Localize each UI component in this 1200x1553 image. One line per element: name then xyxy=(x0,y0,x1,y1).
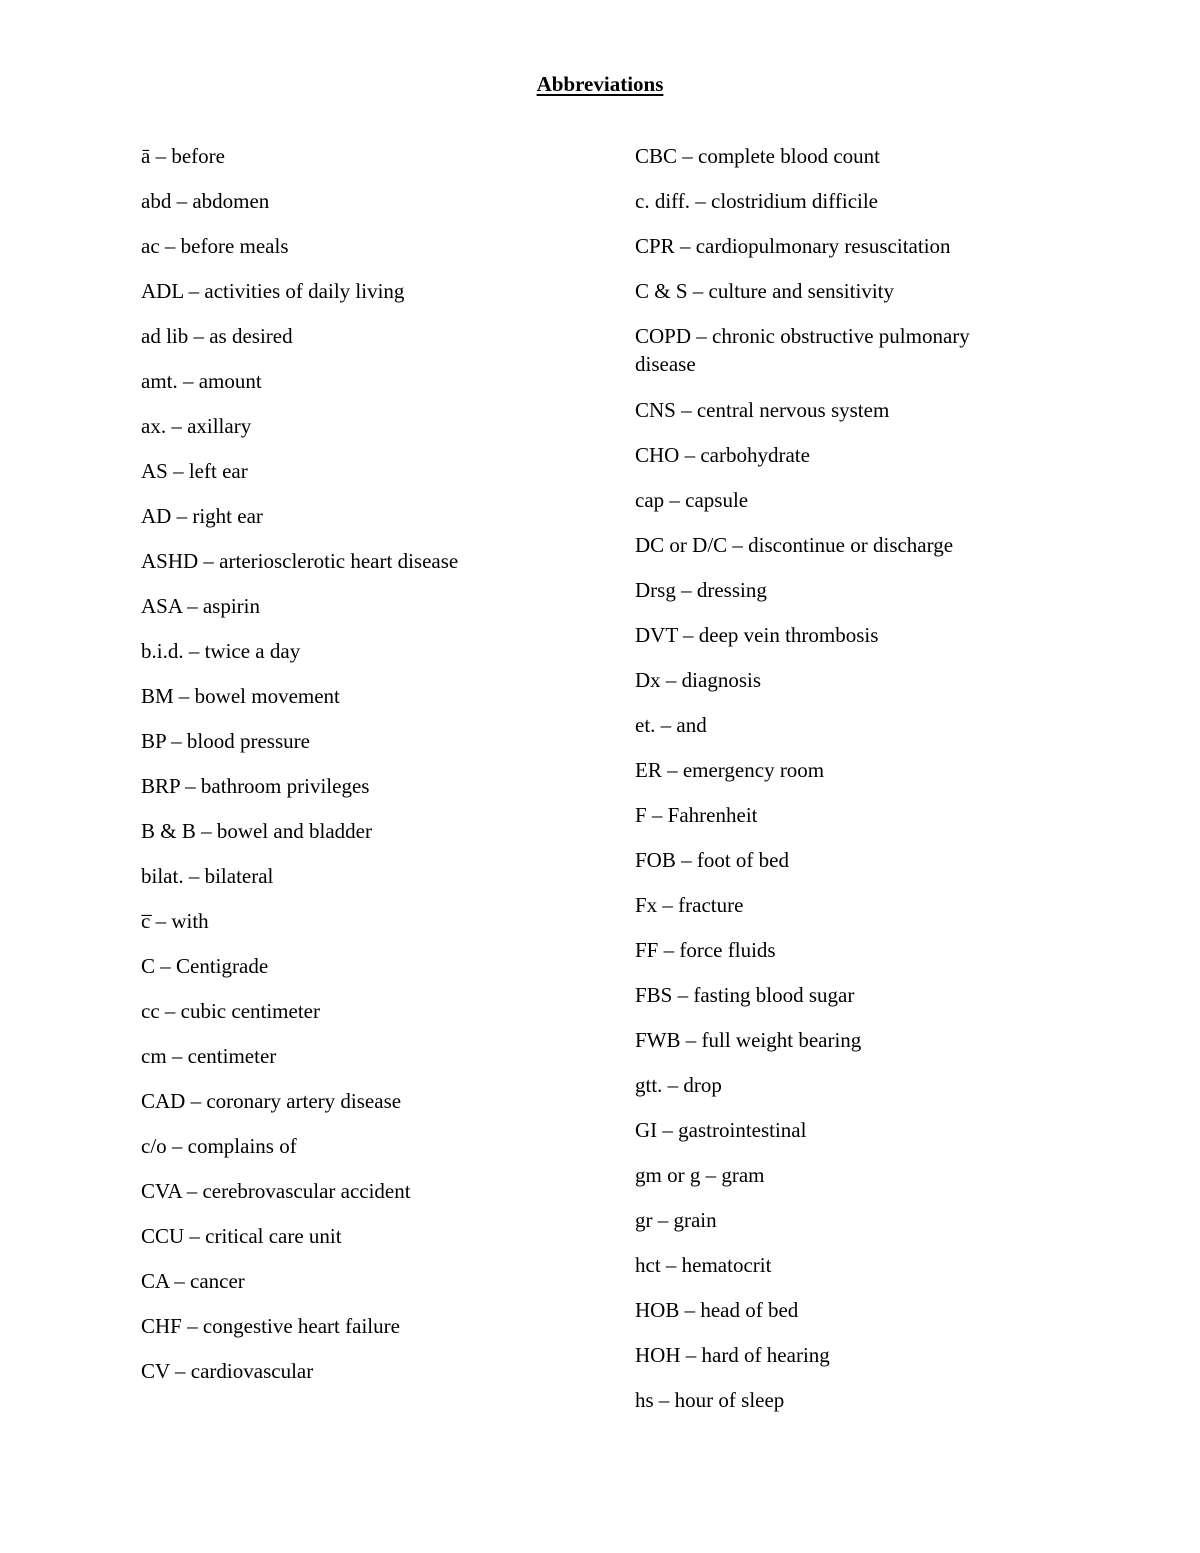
list-item: BP – blood pressure xyxy=(141,729,310,753)
list-item: bilat. – bilateral xyxy=(141,864,274,888)
list-item: BM – bowel movement xyxy=(141,684,340,708)
list-item: gtt. – drop xyxy=(635,1073,722,1097)
list-item: AD – right ear xyxy=(141,504,263,528)
list-item: C & S – culture and sensitivity xyxy=(635,279,894,303)
list-item: cap – capsule xyxy=(635,488,749,512)
list-item: ASA – aspirin xyxy=(141,594,261,618)
list-item: CA – cancer xyxy=(141,1269,245,1293)
list-item: AS – left ear xyxy=(141,459,248,483)
list-item: CPR – cardiopulmonary resuscitation xyxy=(635,234,951,258)
list-item: CCU – critical care unit xyxy=(141,1224,342,1248)
list-item: DC or D/C – discontinue or discharge xyxy=(635,533,954,557)
list-item: FOB – foot of bed xyxy=(635,848,789,872)
list-item: gm or g – gram xyxy=(635,1163,765,1187)
list-item: gr – grain xyxy=(635,1208,717,1232)
list-item: CHO – carbohydrate xyxy=(635,443,810,467)
list-item: c̅ – with xyxy=(141,909,209,933)
list-item: FF – force fluids xyxy=(635,938,776,962)
list-item: GI – gastrointestinal xyxy=(635,1118,807,1142)
list-item: c/o – complains of xyxy=(141,1134,297,1158)
list-item: FBS – fasting blood sugar xyxy=(635,983,855,1007)
list-item: C – Centigrade xyxy=(141,954,269,978)
list-item: FWB – full weight bearing xyxy=(635,1028,862,1052)
list-item: HOB – head of bed xyxy=(635,1298,799,1322)
list-item: CVA – cerebrovascular accident xyxy=(141,1179,411,1203)
list-item: F – Fahrenheit xyxy=(635,803,758,827)
abbreviation-list-right xyxy=(635,142,1035,1431)
list-item: ad lib – as desired xyxy=(141,324,293,348)
list-item: CNS – central nervous system xyxy=(635,398,890,422)
list-item: c. diff. – clostridium difficile xyxy=(635,189,879,213)
list-item: ac – before meals xyxy=(141,234,289,258)
list-item: cm – centimeter xyxy=(141,1044,277,1068)
list-item: abd – abdomen xyxy=(141,189,270,213)
list-item: ā – before xyxy=(141,144,225,168)
abbreviation-list-left xyxy=(141,142,581,1402)
list-item: Fx – fracture xyxy=(635,893,744,917)
list-item: b.i.d. – twice a day xyxy=(141,639,301,663)
list-item: ER – emergency room xyxy=(635,758,825,782)
list-item: BRP – bathroom privileges xyxy=(141,774,370,798)
list-item: et. – and xyxy=(635,713,707,737)
list-item: HOH – hard of hearing xyxy=(635,1343,830,1367)
list-item: hct – hematocrit xyxy=(635,1253,772,1277)
list-item: cc – cubic centimeter xyxy=(141,999,320,1023)
list-item: CHF – congestive heart failure xyxy=(141,1314,400,1338)
list-item: B & B – bowel and bladder xyxy=(141,819,372,843)
list-item: amt. – amount xyxy=(141,369,262,393)
page-title: Abbreviations xyxy=(536,72,664,96)
list-item: Drsg – dressing xyxy=(635,578,767,602)
list-item: ax. – axillary xyxy=(141,414,252,438)
list-item: ADL – activities of daily living xyxy=(141,279,405,303)
list-item: ASHD – arteriosclerotic heart disease xyxy=(141,549,459,573)
list-item: COPD – chronic obstructive pulmonary disease xyxy=(635,324,970,376)
list-item: hs – hour of sleep xyxy=(635,1388,785,1412)
list-item: Dx – diagnosis xyxy=(635,668,761,692)
list-item: DVT – deep vein thrombosis xyxy=(635,623,879,647)
list-item: CBC – complete blood count xyxy=(635,144,880,168)
list-item: CAD – coronary artery disease xyxy=(141,1089,402,1113)
list-item: CV – cardiovascular xyxy=(141,1359,314,1383)
